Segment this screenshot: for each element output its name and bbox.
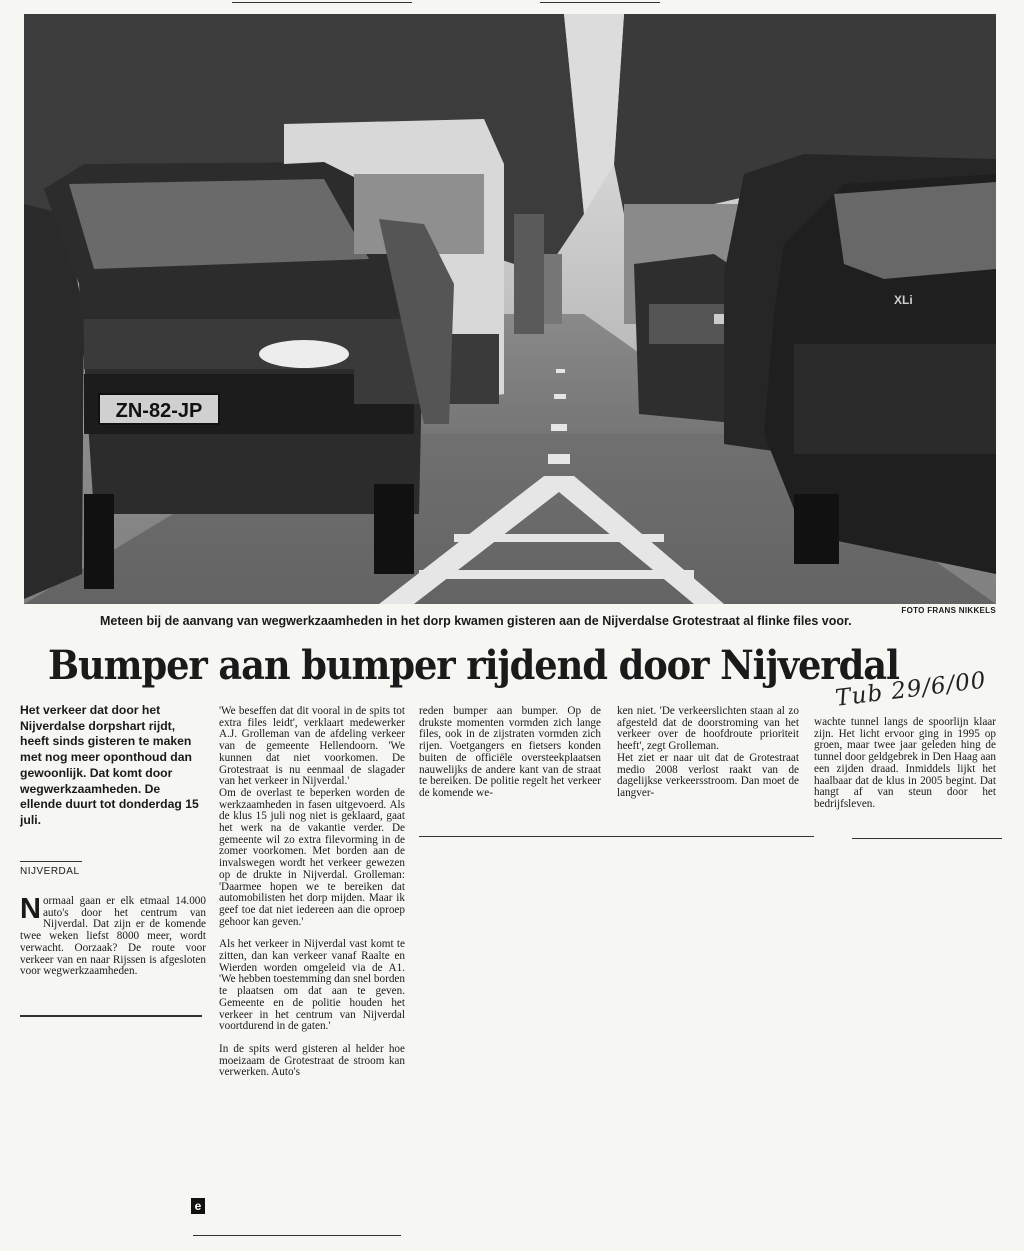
body-paragraph: In de spits werd gisteren al helder hoe moeizaam de Grotestraat de stroom kan verwerken. Auto's	[219, 1042, 405, 1079]
body-paragraph: wachte tunnel langs de spoorlijn klaar zijn. Het licht ervoor ging in 1995 op groen, maar twee jaar geleden hing de tunnel door geldgebrek in Den Haag aan een zijden draad. Inmiddels lijkt het haalbaar dat de klus in 2005 begint. Dat hangt af van steun door het bedrijfsleven.	[814, 716, 996, 810]
photo-credit: FOTO FRANS NIKKELS	[901, 606, 996, 615]
body-paragraph: reden bumper aan bumper. Op de drukste momenten vormden zich lange files, ook in de zijstraten vormden zich rijen. Voetgangers en fietsers konden buiten de officiële oversteekplaatsen nauwelijks de andere kant van de straat te bereiken. De politie regelt het verkeer de komende we-	[419, 705, 601, 799]
top-edge-rule	[232, 2, 412, 3]
license-plate-text: ZN-82-JP	[115, 400, 203, 422]
top-edge-rule	[540, 2, 660, 3]
body-column-2	[219, 706, 405, 1079]
car-model-badge: XLi	[894, 293, 913, 307]
column-end-rule	[193, 1235, 401, 1236]
body-paragraph: Als het verkeer in Nijverdal vast komt te zitten, dan kan verkeer vanaf Raalte en Wierden worden omgeleid via de A1. 'We hebben toestemming dan snel borden te plaatsen om dat aan te geven. Gemeente en de politie houden het verkeer in het centrum van Nijverdal voortdurend in de gaten.'	[219, 938, 405, 1033]
column-end-rule	[20, 1015, 202, 1017]
article-headline: Bumper aan bumper rijdend door Nijverdal	[48, 642, 899, 689]
body-column-1	[20, 893, 206, 978]
handwritten-note: Tub 29/6/00	[834, 667, 988, 712]
dateline-rule	[20, 861, 82, 862]
body-column-4	[617, 706, 799, 800]
drop-cap: N	[20, 893, 41, 925]
body-paragraph: 'We beseffen dat dit vooral in de spits tot extra files leidt', verklaart medewerker A.J. Grolleman van de afdeling verkeer van de gemeente Hellendoorn. 'We kunnen dat niet voorkomen. De Grotestraat is nu eenmaal de slagader van het verkeer in Nijverdal.'	[219, 705, 405, 788]
edge-fragment: e	[191, 1198, 205, 1214]
body-column-5	[814, 717, 996, 811]
body-text: ormaal gaan er elk etmaal 14.000 auto's door het centrum van Nijverdal. Dat zijn er de komende twee weken liefst 8000 meer, wordt verwacht. Oorzaak? De route voor verkeer van en naar Rijssen is afgesloten voor wegwerkzaamheden.	[20, 895, 206, 978]
column-end-rule	[419, 836, 814, 837]
traffic-jam-illustration	[24, 14, 996, 604]
dateline: NIJVERDAL	[20, 866, 80, 877]
body-paragraph: Om de overlast te beperken worden de werkzaamheden in fasen uitgevoerd. Als de klus 15 juli nog niet is geklaard, gaat het werk na de vakantie verder. De gemeente wil zo extra filevorming in de zomer voorkomen. Met borden aan de invalswegen wordt het verkeer gewezen op de drukte in Nijverdal. Grolleman: 'Daarmee hopen we te bereiken dat automobilisten het dorp mijden. Maar ik geef toe dat niet iedereen aan die oproep gehoor kan geven.'	[219, 786, 405, 928]
news-photo	[24, 14, 996, 604]
article-lead: Het verkeer dat door het Nijverdalse dorpshart rijdt, heeft sinds gisteren te maken met nog meer oponthoud dan gewoonlijk. Dat komt door wegwerkzaamheden. De ellende duurt tot donderdag 15 juli.	[20, 703, 199, 827]
photo-caption: Meteen bij de aanvang van wegwerkzaamheden in het dorp kwamen gisteren aan de Nijverdalse Grotestraat al flinke files voor.	[100, 614, 852, 628]
body-paragraph: Het ziet er naar uit dat de Grotestraat medio 2008 verlost raakt van de dagelijkse verkeersstroom. Dan moet de langver-	[617, 751, 799, 799]
body-paragraph: ken niet. 'De verkeerslichten staan al zo afgesteld dat de doorstroming van het verkeer over de hoofdroute prioriteit heeft', zegt Grolleman.	[617, 705, 799, 753]
body-paragraph	[20, 893, 206, 978]
column-end-rule	[852, 838, 1002, 839]
body-column-3	[419, 706, 601, 800]
